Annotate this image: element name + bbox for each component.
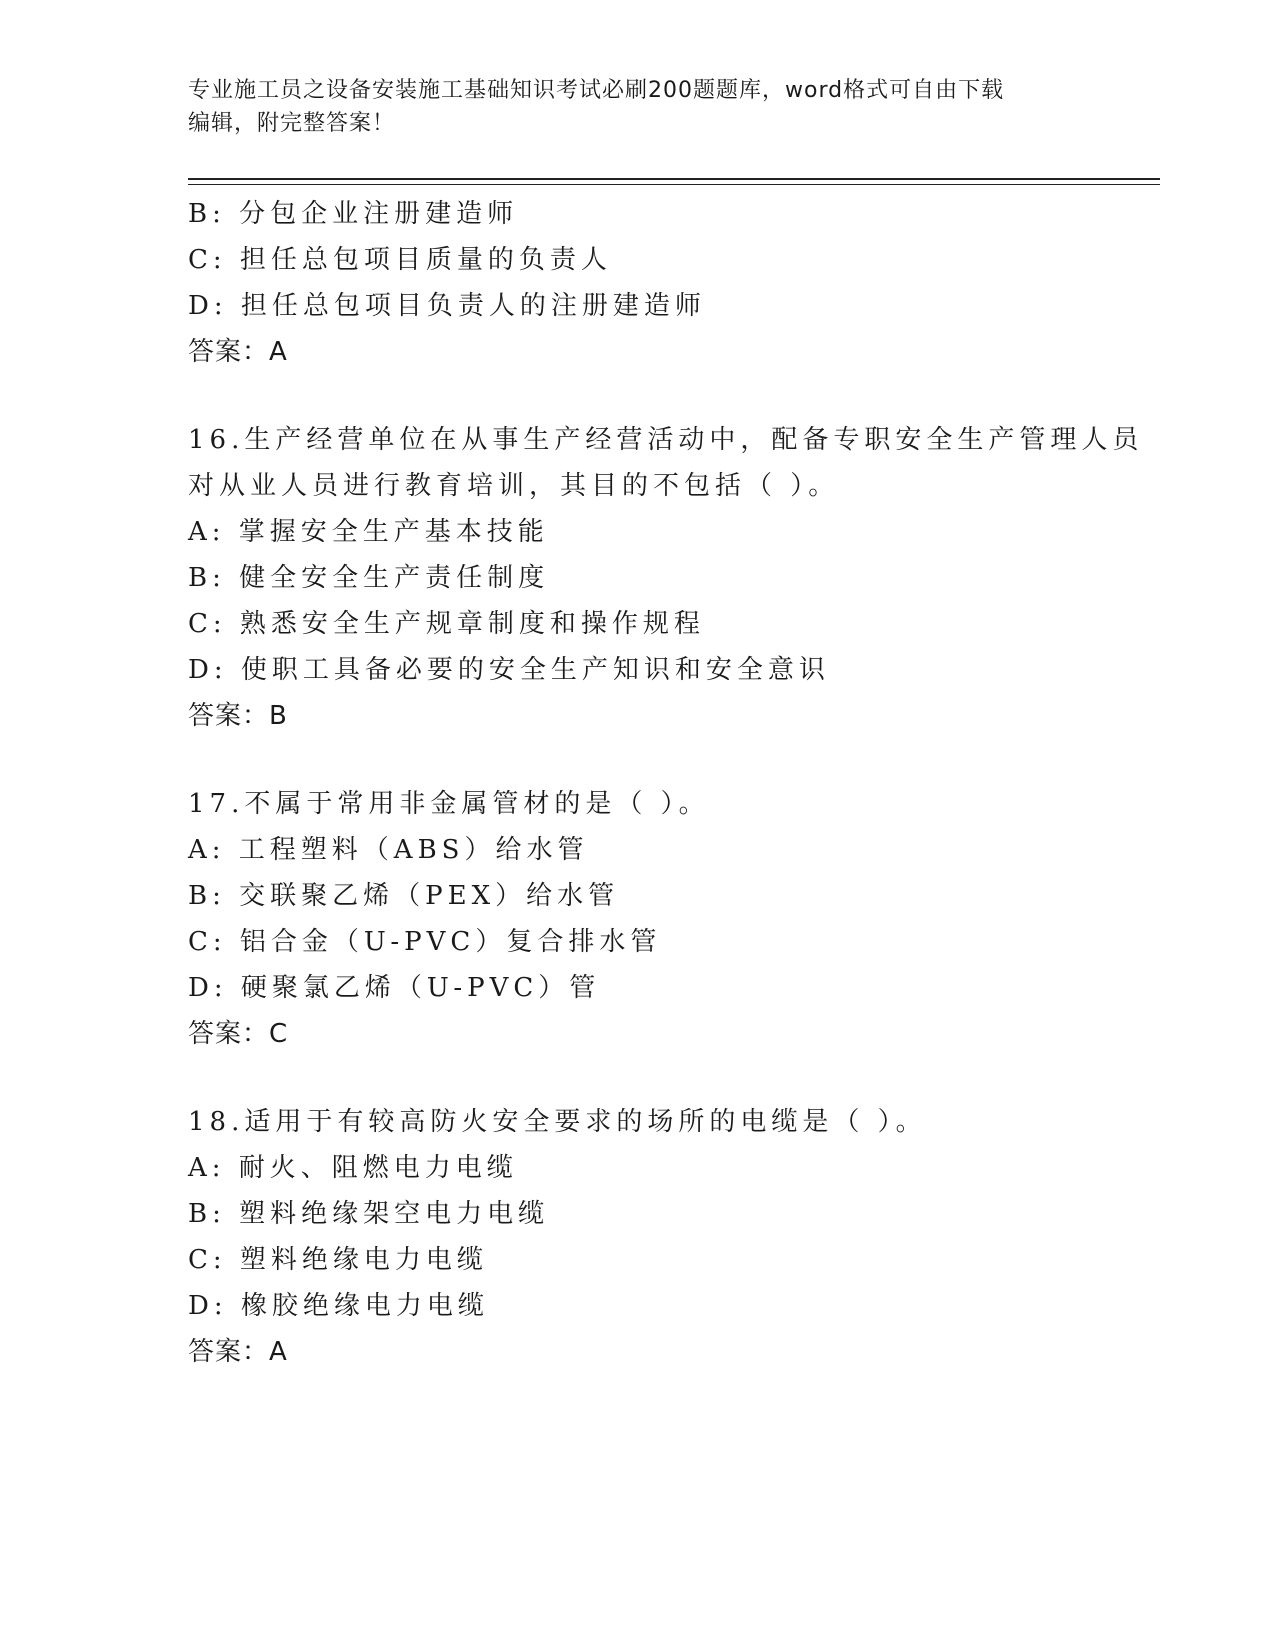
question-stem-line-1: 16.生产经营单位在从事生产经营活动中，配备专职安全生产管理人员 [188,425,1144,455]
answer: 答案：C [188,1019,289,1049]
question-stem-line-1: 17.不属于常用非金属管材的是（ ）。 [188,789,710,819]
answer: 答案：B [188,701,288,731]
option-a: A: 工程塑料（ABS）给水管 [188,835,589,865]
answer: 答案：A [188,337,288,367]
header-divider-thin [188,184,1160,185]
option-c: C: 担任总包项目质量的负责人 [188,245,612,275]
question-17 [188,781,1148,1057]
header-line-2: 编辑，附完整答案！ [188,111,396,136]
option-c: C: 铝合金（U-PVC）复合排水管 [188,927,662,957]
header-divider-thick [188,178,1160,180]
option-b: B: 塑料绝缘架空电力电缆 [188,1199,550,1229]
option-c: C: 熟悉安全生产规章制度和操作规程 [188,609,705,639]
option-c: C: 塑料绝缘电力电缆 [188,1245,488,1275]
answer: 答案：A [188,1337,288,1367]
option-b: B: 健全安全生产责任制度 [188,563,550,593]
option-a: A: 耐火、阻燃电力电缆 [188,1153,518,1183]
question-16 [188,417,1148,739]
option-b: B: 交联聚乙烯（PEX）给水管 [188,881,620,911]
option-b: B: 分包企业注册建造师 [188,199,519,229]
document-header [188,74,1088,140]
option-d: D: 硬聚氯乙烯（U-PVC）管 [188,973,601,1003]
option-a: A: 掌握安全生产基本技能 [188,517,549,547]
question-15-tail [188,191,1148,375]
question-stem-line-2: 对从业人员进行教育培训，其目的不包括（ ）。 [188,471,840,501]
option-d: D: 担任总包项目负责人的注册建造师 [188,291,706,321]
option-d: D: 使职工具备必要的安全生产知识和安全意识 [188,655,830,685]
question-stem-line-1: 18.适用于有较高防火安全要求的场所的电缆是（ ）。 [188,1107,927,1137]
header-line-1: 专业施工员之设备安装施工基础知识考试必刷200题题库，word格式可自由下载 [188,78,1005,103]
question-list [188,191,1148,1375]
question-18 [188,1099,1148,1375]
option-d: D: 橡胶绝缘电力电缆 [188,1291,489,1321]
